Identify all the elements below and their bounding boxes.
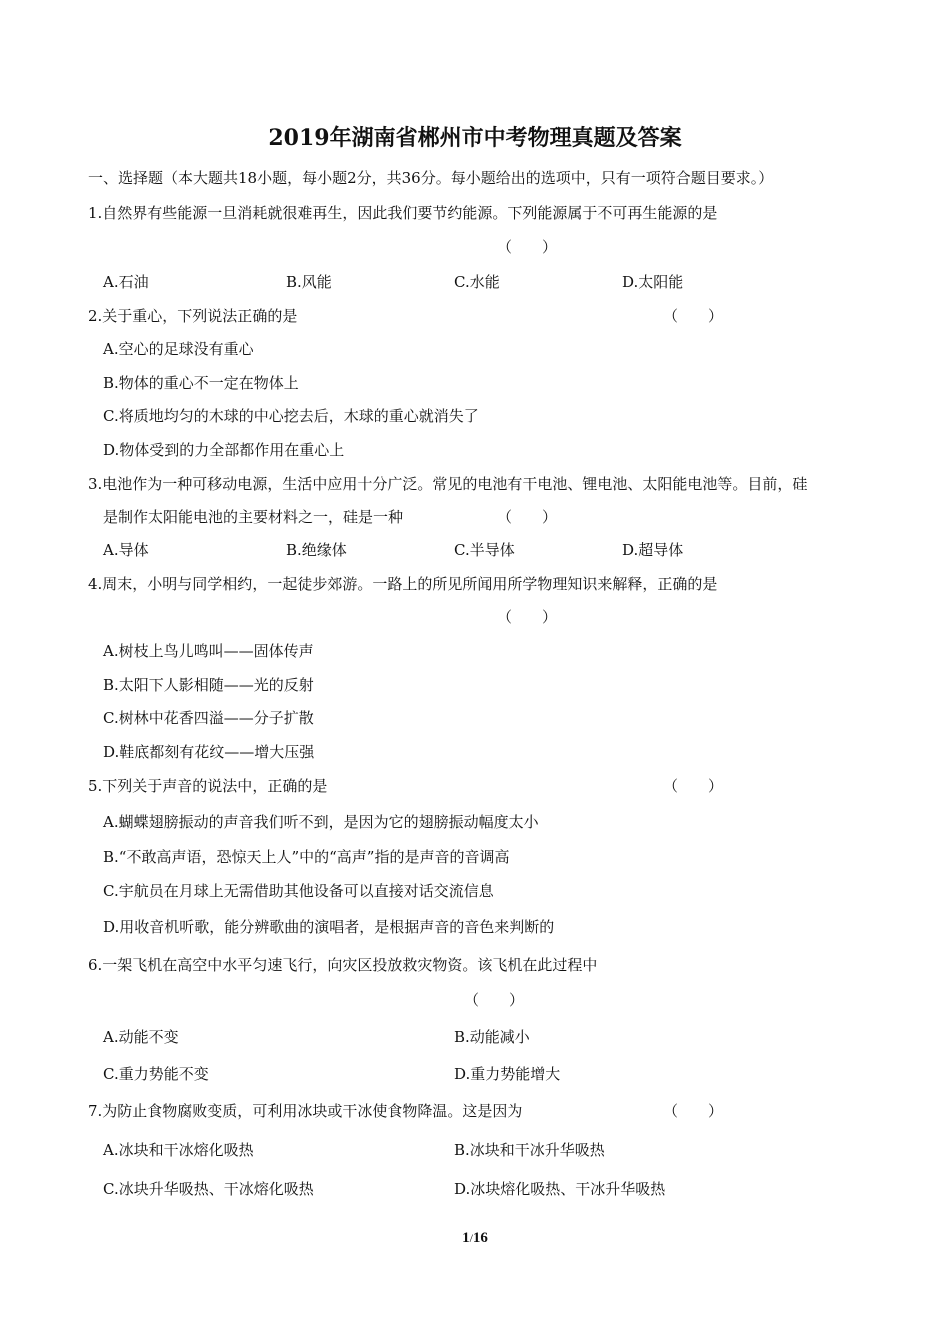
- option-b: B.太阳下人影相随——光的反射: [103, 676, 314, 694]
- page-title: 2019年湖南省郴州市中考物理真题及答案: [268, 125, 682, 151]
- option-d: D.用收音机听歌，能分辨歌曲的演唱者，是根据声音的音色来判断的: [103, 918, 555, 936]
- option-d: D.鞋底都刻有花纹——增大压强: [103, 743, 315, 761]
- option-b: B.风能: [286, 273, 332, 291]
- answer-blank: （ ）: [497, 508, 558, 526]
- page-separator: /: [469, 1231, 473, 1245]
- answer-blank: （ ）: [497, 238, 558, 256]
- question-stem: 6.一架飞机在高空中水平匀速飞行，向灾区投放救灾物资。该飞机在此过程中: [88, 956, 598, 974]
- option-a: A.导体: [103, 541, 149, 559]
- option-a: A.空心的足球没有重心: [103, 340, 254, 358]
- option-b: B.物体的重心不一定在物体上: [103, 374, 299, 392]
- answer-blank: （ ）: [464, 991, 525, 1009]
- option-a: A.树枝上鸟儿鸣叫——固体传声: [103, 642, 314, 660]
- option-d: D.冰块熔化吸热、干冰升华吸热: [454, 1180, 666, 1198]
- answer-blank: （ ）: [663, 777, 724, 795]
- option-d: D.重力势能增大: [454, 1065, 561, 1083]
- question-stem: 7.为防止食物腐败变质，可利用冰块或干冰使食物降温。这是因为: [88, 1102, 523, 1120]
- option-c: C.将质地均匀的木球的中心挖去后，木球的重心就消失了: [103, 407, 479, 425]
- question-stem: 1.自然界有些能源一旦消耗就很难再生，因此我们要节约能源。下列能源属于不可再生能源的是: [88, 204, 718, 222]
- answer-blank: （ ）: [663, 307, 724, 325]
- option-a: A.蝴蝶翅膀振动的声音我们听不到，是因为它的翅膀振动幅度太小: [103, 813, 539, 831]
- option-b: B.冰块和干冰升华吸热: [454, 1141, 605, 1159]
- page-current: 1: [462, 1230, 470, 1246]
- option-c: C.宇航员在月球上无需借助其他设备可以直接对话交流信息: [103, 882, 494, 900]
- option-c: C.半导体: [454, 541, 515, 559]
- option-b: B.动能减小: [454, 1028, 530, 1046]
- option-b: B.绝缘体: [286, 541, 347, 559]
- option-d: D.太阳能: [622, 273, 684, 291]
- option-a: A.冰块和干冰熔化吸热: [103, 1141, 254, 1159]
- option-d: D.物体受到的力全部都作用在重心上: [103, 441, 345, 459]
- question-stem: 2.关于重心，下列说法正确的是: [88, 307, 298, 325]
- question-stem-cont: 是制作太阳能电池的主要材料之一，硅是一种: [103, 508, 404, 526]
- option-d: D.超导体: [622, 541, 684, 559]
- option-a: A.石油: [103, 273, 149, 291]
- option-c: C.树林中花香四溢——分子扩散: [103, 709, 314, 727]
- option-a: A.动能不变: [103, 1028, 179, 1046]
- option-c: C.水能: [454, 273, 500, 291]
- option-c: C.冰块升华吸热、干冰熔化吸热: [103, 1180, 314, 1198]
- page-number: [0, 1228, 950, 1248]
- question-stem: 3.电池作为一种可移动电源，生活中应用十分广泛。常见的电池有干电池、锂电池、太阳能电池等。目前，硅: [88, 475, 808, 493]
- question-stem: 4.周末，小明与同学相约，一起徒步郊游。一路上的所见所闻用所学物理知识来解释，正确的是: [88, 575, 718, 593]
- answer-blank: （ ）: [663, 1102, 724, 1120]
- page-total: 16: [472, 1230, 488, 1246]
- answer-blank: （ ）: [497, 608, 558, 626]
- section-heading: 一、选择题（本大题共18小题，每小题2分，共36分。每小题给出的选项中，只有一项符合题目要求。）: [88, 169, 774, 187]
- option-b: B.“不敢高声语，恐惊天上人”中的“高声”指的是声音的音调高: [103, 848, 510, 866]
- question-stem: 5.下列关于声音的说法中，正确的是: [88, 777, 328, 795]
- option-c: C.重力势能不变: [103, 1065, 209, 1083]
